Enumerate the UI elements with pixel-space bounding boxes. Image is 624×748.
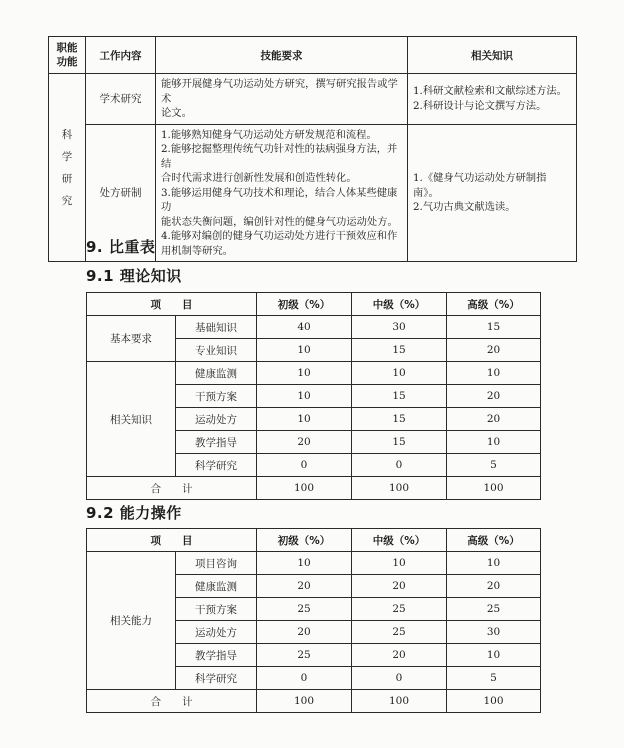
skill-line: 合时代需求进行创新性发展和创造性转化。 <box>161 172 357 184</box>
total-label: 合 计 <box>87 690 257 713</box>
header-knowledge: 相关知识 <box>408 37 577 74</box>
cell-middle: 15 <box>352 385 447 408</box>
total-senior: 100 <box>447 690 541 713</box>
cell-senior: 20 <box>447 339 541 362</box>
work-cell: 处方研制 <box>86 124 156 262</box>
header-senior: 高级（%） <box>447 529 541 552</box>
row-label: 专业知识 <box>176 339 257 362</box>
cell-middle: 30 <box>352 316 447 339</box>
skill-line: 1.能够熟知健身气功运动处方研发规范和流程。 <box>161 128 377 141</box>
cell-senior: 20 <box>447 408 541 431</box>
total-middle: 100 <box>352 477 447 500</box>
header-item: 项 目 <box>87 293 257 316</box>
section-9-1-heading: 9.1 理论知识 <box>86 267 182 285</box>
total-senior: 100 <box>447 477 541 500</box>
row-label: 科学研究 <box>176 667 257 690</box>
skill-cell <box>156 124 408 262</box>
row-label: 健康监测 <box>176 362 257 385</box>
cell-middle: 20 <box>352 575 447 598</box>
cell-junior: 10 <box>257 362 352 385</box>
cell-senior: 10 <box>447 552 541 575</box>
cell-senior: 15 <box>447 316 541 339</box>
row-label: 干预方案 <box>176 598 257 621</box>
cell-junior: 0 <box>257 667 352 690</box>
cell-junior: 10 <box>257 339 352 362</box>
cell-middle: 0 <box>352 667 447 690</box>
cell-senior: 20 <box>447 575 541 598</box>
header-function-line1: 职能 <box>56 41 78 54</box>
knowledge-line: 2.气功古典文献选读。 <box>413 201 516 213</box>
row-label: 教学指导 <box>176 644 257 667</box>
knowledge-line: 1.科研文献检索和文献综述方法。 <box>413 85 567 98</box>
knowledge-cell <box>408 74 577 125</box>
knowledge-cell <box>408 124 577 262</box>
cell-junior: 20 <box>257 575 352 598</box>
row-label: 教学指导 <box>176 431 257 454</box>
header-junior: 初级（%） <box>257 293 352 316</box>
skill-line: 能够开展健身气功运动处方研究，撰写研究报告或学术 <box>161 78 398 105</box>
row-label: 项目咨询 <box>176 552 257 575</box>
skill-line: 4.能够对编创的健身气功运动处方进行干预效应和作 <box>161 230 398 242</box>
row-label: 运动处方 <box>176 621 257 644</box>
cell-junior: 40 <box>257 316 352 339</box>
cell-middle: 10 <box>352 552 447 575</box>
header-work: 工作内容 <box>86 37 156 74</box>
skill-line: 3.能够运用健身气功技术和理论，结合人体某些健康功 <box>161 186 398 213</box>
skill-line: 2.能够挖掘整理传统气功针对性的祛病强身方法，并结 <box>161 143 398 170</box>
theory-weight-table <box>86 292 541 500</box>
skill-line: 能状态失衡问题，编创针对性的健身气功运动处方。 <box>161 215 398 228</box>
cell-middle: 25 <box>352 621 447 644</box>
row-label: 健康监测 <box>176 575 257 598</box>
cell-junior: 0 <box>257 454 352 477</box>
group-label: 相关能力 <box>87 552 176 690</box>
cell-middle: 25 <box>352 598 447 621</box>
section-9-heading: 9. 比重表 <box>86 238 156 256</box>
section-9-2-heading: 9.2 能力操作 <box>86 504 182 522</box>
cell-junior: 10 <box>257 385 352 408</box>
cell-senior: 5 <box>447 454 541 477</box>
header-middle: 中级（%） <box>352 529 447 552</box>
cell-junior: 25 <box>257 644 352 667</box>
row-label: 运动处方 <box>176 408 257 431</box>
cell-junior: 10 <box>257 552 352 575</box>
cell-senior: 20 <box>447 385 541 408</box>
cell-junior: 20 <box>257 431 352 454</box>
header-middle: 中级（%） <box>352 293 447 316</box>
cell-middle: 20 <box>352 644 447 667</box>
header-function <box>49 37 86 74</box>
group-label: 相关知识 <box>87 362 176 477</box>
function-char: 研 <box>61 172 73 185</box>
skill-line: 用机制等研究。 <box>161 244 234 257</box>
cell-senior: 5 <box>447 667 541 690</box>
row-label: 基础知识 <box>176 316 257 339</box>
total-junior: 100 <box>257 477 352 500</box>
cell-senior: 10 <box>447 644 541 667</box>
competency-table <box>48 36 577 262</box>
header-item: 项 目 <box>87 529 257 552</box>
row-label: 干预方案 <box>176 385 257 408</box>
function-cell <box>49 74 86 262</box>
skill-cell <box>156 74 408 125</box>
header-skill: 技能要求 <box>156 37 408 74</box>
cell-senior: 25 <box>447 598 541 621</box>
cell-middle: 15 <box>352 431 447 454</box>
cell-junior: 25 <box>257 598 352 621</box>
header-function-line2: 功能 <box>56 56 78 68</box>
cell-senior: 30 <box>447 621 541 644</box>
skill-line: 论文。 <box>161 107 192 119</box>
cell-junior: 20 <box>257 621 352 644</box>
knowledge-line: 2.科研设计与论文撰写方法。 <box>413 99 547 112</box>
group-label: 基本要求 <box>87 316 176 362</box>
cell-senior: 10 <box>447 431 541 454</box>
cell-junior: 10 <box>257 408 352 431</box>
total-junior: 100 <box>257 690 352 713</box>
cell-middle: 15 <box>352 408 447 431</box>
header-senior: 高级（%） <box>447 293 541 316</box>
cell-middle: 10 <box>352 362 447 385</box>
total-middle: 100 <box>352 690 447 713</box>
function-char: 究 <box>61 194 73 207</box>
total-label: 合 计 <box>87 477 257 500</box>
knowledge-line: 1.《健身气功运动处方研制指南》。 <box>413 172 547 199</box>
row-label: 科学研究 <box>176 454 257 477</box>
function-char: 学 <box>61 150 73 163</box>
header-junior: 初级（%） <box>257 529 352 552</box>
cell-middle: 15 <box>352 339 447 362</box>
function-char: 科 <box>61 128 73 141</box>
cell-middle: 0 <box>352 454 447 477</box>
ability-weight-table <box>86 528 541 713</box>
work-cell: 学术研究 <box>86 74 156 125</box>
cell-senior: 10 <box>447 362 541 385</box>
